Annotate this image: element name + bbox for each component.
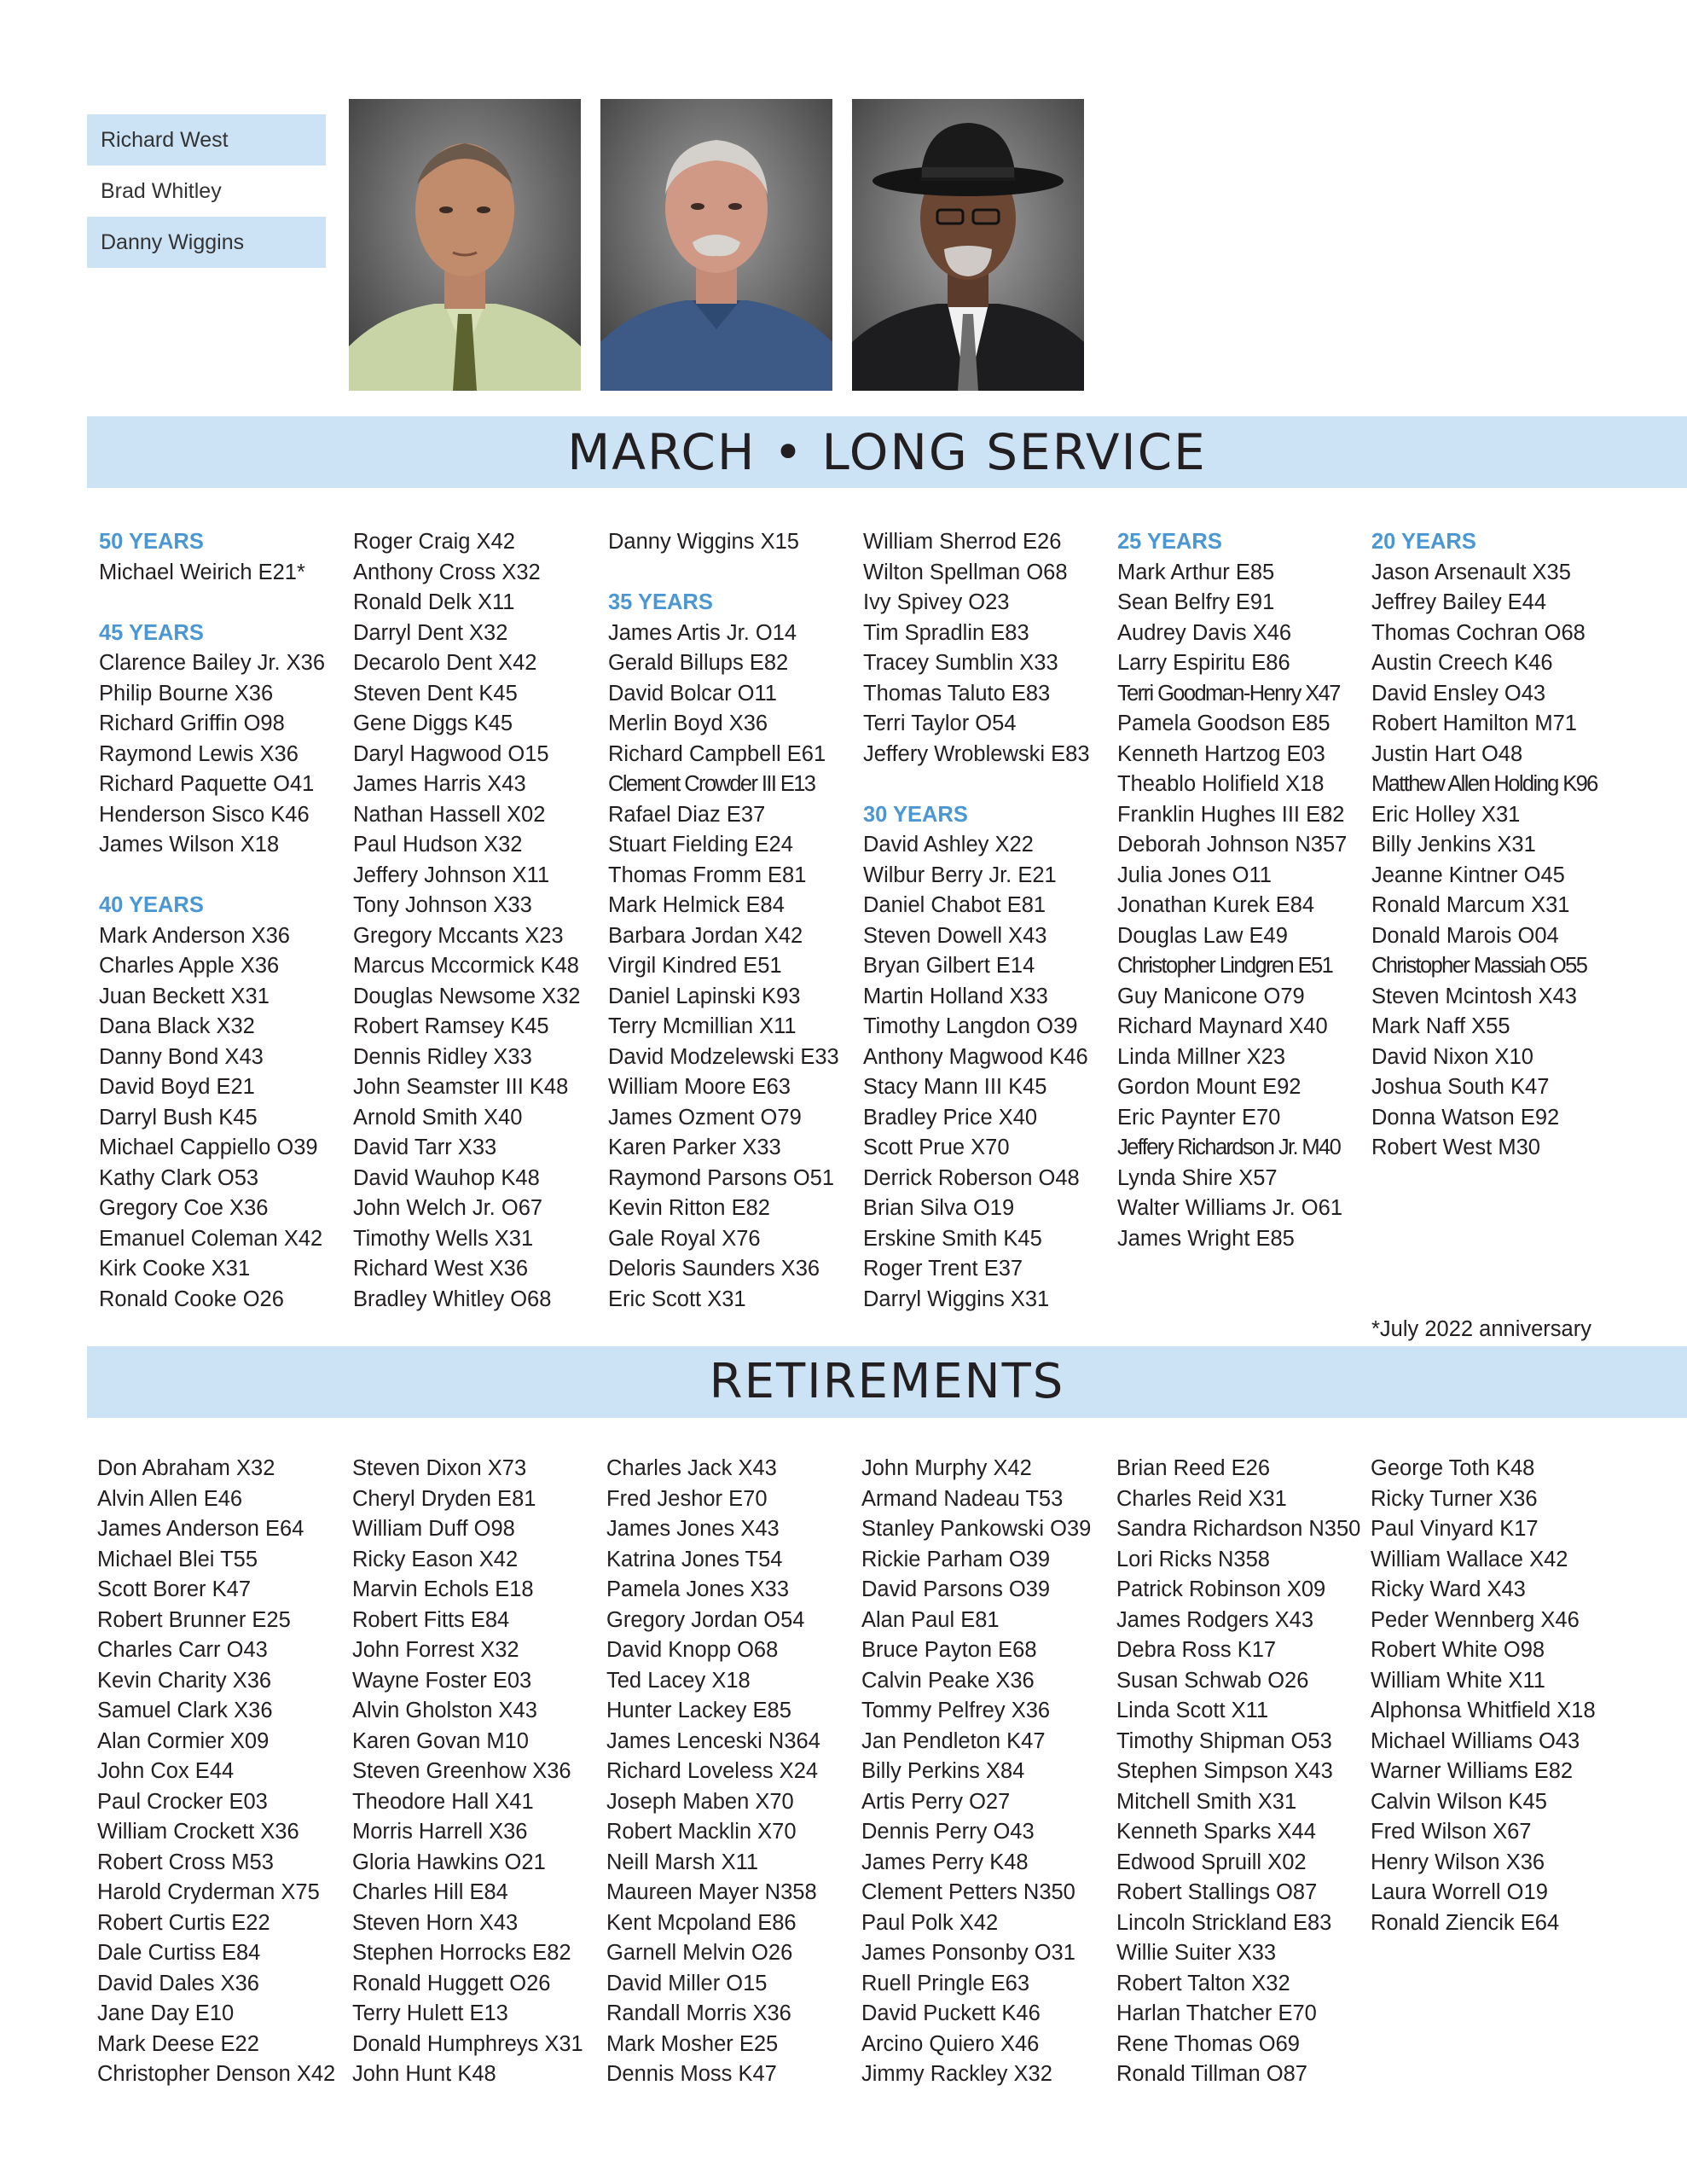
- honoree-name: Ronald Cooke O26: [99, 1287, 284, 1311]
- honoree-name: Wilton Spellman O68: [863, 560, 1068, 584]
- honoree-name: Michael Cappiello O39: [99, 1136, 318, 1159]
- honoree-name: Thomas Cochran O68: [1371, 620, 1586, 645]
- retiree-name: Michael Blei T55: [97, 1547, 258, 1571]
- honoree-name: Donna Watson E92: [1371, 1105, 1560, 1130]
- retiree-name: David Puckett K46: [861, 2001, 1041, 2025]
- honoree-name: Ronald Marcum X31: [1371, 893, 1570, 917]
- honoree-name: Kirk Cooke X31: [99, 1257, 251, 1281]
- honoree-name: Timothy Wells X31: [353, 1226, 534, 1251]
- honoree-name: Barbara Jordan X42: [608, 923, 803, 948]
- retiree-name: Karen Govan M10: [352, 1728, 529, 1753]
- retiree-name: Dennis Perry O43: [861, 1820, 1035, 1844]
- honoree-name: Larry Espiritu E86: [1117, 651, 1290, 675]
- retiree-name: Laura Worrell O19: [1371, 1880, 1548, 1904]
- photo-caption: Brad Whitley: [101, 179, 222, 203]
- honoree-name: Tim Spradlin E83: [863, 620, 1029, 645]
- retiree-name: Richard Loveless X24: [606, 1759, 819, 1783]
- honoree-name: Richard Campbell E61: [608, 741, 826, 766]
- honoree-name: Guy Manicone O79: [1117, 984, 1305, 1008]
- retiree-name: Henry Wilson X36: [1371, 1850, 1545, 1874]
- honoree-name: Darryl Bush K45: [99, 1105, 258, 1130]
- honoree-name: James Ozment O79: [608, 1105, 802, 1130]
- honoree-name: Billy Jenkins X31: [1371, 833, 1536, 857]
- honoree-name: Terry Mcmillian X11: [608, 1014, 797, 1038]
- honoree-name: Steven Dent K45: [353, 681, 518, 706]
- honoree-name: Clarence Bailey Jr. X36: [99, 651, 326, 675]
- honoree-name: Steven Dowell X43: [863, 923, 1047, 948]
- honoree-name: Daryl Hagwood O15: [353, 741, 549, 766]
- retiree-name: Patrick Robinson X09: [1116, 1577, 1326, 1601]
- honoree-name: Paul Hudson X32: [353, 833, 523, 857]
- retiree-name: Robert White O98: [1371, 1638, 1545, 1662]
- honoree-name: Mark Arthur E85: [1117, 560, 1275, 584]
- retiree-name: Timothy Shipman O53: [1116, 1728, 1332, 1753]
- honoree-name: Gregory Mccants X23: [353, 923, 564, 948]
- retiree-name: Ronald Huggett O26: [352, 1971, 551, 1995]
- retiree-name: Debra Ross K17: [1116, 1638, 1277, 1662]
- retiree-name: Katrina Jones T54: [606, 1547, 783, 1571]
- honoree-name: Decarolo Dent X42: [353, 651, 537, 675]
- retiree-name: Linda Scott X11: [1116, 1699, 1269, 1722]
- honoree-name: Thomas Fromm E81: [608, 863, 807, 887]
- retiree-name: Ronald Tillman O87: [1116, 2062, 1307, 2086]
- retiree-name: Mark Deese E22: [97, 2031, 259, 2056]
- honoree-name: Theablo Holifield X18: [1117, 772, 1325, 796]
- honoree-name: Douglas Law E49: [1117, 923, 1288, 948]
- retirements-column-1: [97, 1454, 346, 2090]
- retiree-name: Alvin Allen E46: [97, 1486, 243, 1511]
- retiree-name: William Duff O98: [352, 1517, 515, 1541]
- retiree-name: David Parsons O39: [861, 1577, 1051, 1601]
- honoree-name: Daniel Chabot E81: [863, 893, 1046, 917]
- retiree-name: John Cox E44: [97, 1759, 235, 1783]
- retiree-name: Robert Talton X32: [1116, 1971, 1290, 1995]
- honoree-name: James Wilson X18: [99, 833, 280, 857]
- honoree-name: Raymond Lewis X36: [99, 741, 299, 766]
- honoree-name: Danny Wiggins X15: [608, 530, 799, 554]
- honoree-name: David Ashley X22: [863, 833, 1034, 857]
- honoree-name: Derrick Roberson O48: [863, 1165, 1080, 1190]
- retiree-name: James Jones X43: [606, 1517, 780, 1541]
- retiree-name: Lincoln Strickland E83: [1116, 1910, 1332, 1935]
- honoree-name: Kevin Ritton E82: [608, 1196, 770, 1220]
- spacer: [1371, 1164, 1620, 1194]
- retiree-name: James Ponsonby O31: [861, 1941, 1075, 1965]
- honoree-name: Franklin Hughes III E82: [1117, 802, 1345, 827]
- spacer: [1371, 1254, 1620, 1285]
- retiree-name: James Lenceski N364: [606, 1728, 820, 1753]
- honoree-name: Pamela Goodson E85: [1117, 712, 1330, 735]
- retiree-name: Charles Jack X43: [606, 1456, 777, 1480]
- honoree-name: Linda Millner X23: [1117, 1044, 1286, 1069]
- retiree-name: Stephen Horrocks E82: [352, 1941, 571, 1965]
- retiree-name: Christopher Denson X42: [97, 2062, 336, 2086]
- honoree-name: Wilbur Berry Jr. E21: [863, 863, 1057, 887]
- retiree-name: Clement Petters N350: [861, 1880, 1075, 1904]
- honoree-name: David Modzelewski E33: [608, 1044, 839, 1069]
- retiree-name: Edwood Spruill X02: [1116, 1850, 1307, 1874]
- retirements-column-5: [1116, 1454, 1365, 2090]
- honoree-name: John Welch Jr. O67: [353, 1196, 543, 1220]
- honoree-name: Stacy Mann III K45: [863, 1075, 1047, 1099]
- long-service-column-2: [353, 527, 602, 1315]
- honoree-name: Richard Paquette O41: [99, 772, 315, 796]
- honoree-name: Richard Griffin O98: [99, 712, 285, 735]
- honoree-name: Clement Crowder III E13: [608, 772, 815, 796]
- honoree-name: Darryl Wiggins X31: [863, 1287, 1050, 1311]
- retiree-name: Robert Cross M53: [97, 1850, 274, 1874]
- retiree-name: Kenneth Sparks X44: [1116, 1820, 1316, 1844]
- retiree-name: Ted Lacey X18: [606, 1668, 751, 1693]
- honoree-name: Raymond Parsons O51: [608, 1165, 835, 1190]
- retiree-name: George Toth K48: [1371, 1456, 1535, 1480]
- retiree-name: Pamela Jones X33: [606, 1577, 790, 1601]
- honoree-name: Robert Ramsey K45: [353, 1014, 549, 1038]
- retiree-name: John Hunt K48: [352, 2062, 496, 2086]
- retiree-name: Ricky Turner X36: [1371, 1486, 1538, 1511]
- honoree-name: James Artis Jr. O14: [608, 620, 797, 645]
- honoree-name: Christopher Lindgren E51: [1117, 954, 1333, 978]
- retirements-heading-band: [87, 1346, 1687, 1418]
- years-heading: 40 YEARS: [99, 893, 204, 917]
- footnote: *July 2022 anniversary: [1371, 1317, 1591, 1341]
- retiree-name: William Wallace X42: [1371, 1547, 1568, 1571]
- honoree-name: James Wright E85: [1117, 1226, 1295, 1251]
- long-service-heading-band: [87, 416, 1687, 488]
- honoree-name: Eric Holley X31: [1371, 802, 1521, 827]
- honoree-name: Nathan Hassell X02: [353, 802, 546, 827]
- years-heading: 50 YEARS: [99, 530, 204, 554]
- years-heading: 25 YEARS: [1117, 530, 1222, 554]
- honoree-name: Rafael Diaz E37: [608, 802, 766, 827]
- retiree-name: Stanley Pankowski O39: [861, 1517, 1092, 1541]
- honoree-name: Eric Paynter E70: [1117, 1105, 1281, 1130]
- years-heading: 20 YEARS: [1371, 530, 1476, 554]
- honoree-name: Gale Royal X76: [608, 1226, 761, 1251]
- honoree-name: Bryan Gilbert E14: [863, 954, 1035, 978]
- honoree-name: Roger Craig X42: [353, 530, 515, 554]
- retiree-name: Alvin Gholston X43: [352, 1699, 537, 1722]
- honoree-name: Brian Silva O19: [863, 1196, 1015, 1220]
- retiree-name: Dale Curtiss E84: [97, 1941, 261, 1965]
- retiree-name: Don Abraham X32: [97, 1456, 275, 1480]
- honoree-name: David Nixon X10: [1371, 1044, 1533, 1069]
- retiree-name: Hunter Lackey E85: [606, 1699, 791, 1722]
- honoree-name: Bradley Price X40: [863, 1105, 1038, 1130]
- honoree-name: Deborah Johnson N357: [1117, 833, 1348, 857]
- honoree-name: Emanuel Coleman X42: [99, 1226, 323, 1251]
- retiree-name: Scott Borer K47: [97, 1577, 252, 1601]
- retiree-name: Maureen Mayer N358: [606, 1880, 817, 1904]
- retiree-name: Paul Vinyard K17: [1371, 1517, 1539, 1541]
- retiree-name: Lori Ricks N358: [1116, 1547, 1270, 1571]
- honoree-name: Erskine Smith K45: [863, 1226, 1042, 1251]
- retiree-name: Mitchell Smith X31: [1116, 1789, 1297, 1814]
- retiree-name: Warner Williams E82: [1371, 1759, 1574, 1783]
- retiree-name: James Perry K48: [861, 1850, 1029, 1874]
- honoree-name: Martin Holland X33: [863, 984, 1048, 1008]
- portrait-photo-danny-wiggins: [852, 99, 1084, 391]
- honoree-name: Sean Belfry E91: [1117, 590, 1275, 614]
- retiree-name: Dennis Moss K47: [606, 2062, 777, 2086]
- spacer: [1371, 1194, 1620, 1224]
- retiree-name: Charles Reid X31: [1116, 1486, 1287, 1511]
- retiree-name: Willie Suiter X33: [1116, 1941, 1277, 1965]
- retiree-name: Cheryl Dryden E81: [352, 1486, 536, 1511]
- honoree-name: Jeffery Johnson X11: [353, 863, 550, 887]
- retiree-name: John Forrest X32: [352, 1638, 519, 1662]
- photo-caption: Richard West: [87, 114, 326, 166]
- retiree-name: Ruell Pringle E63: [861, 1971, 1030, 1995]
- honoree-name: Joshua South K47: [1371, 1075, 1550, 1099]
- retiree-name: Ricky Eason X42: [352, 1547, 519, 1571]
- retiree-name: Samuel Clark X36: [97, 1699, 273, 1722]
- honoree-name: Dana Black X32: [99, 1014, 255, 1038]
- photo-caption: Danny Wiggins: [87, 217, 326, 268]
- retiree-name: Armand Nadeau T53: [861, 1486, 1064, 1511]
- honoree-name: Audrey Davis X46: [1117, 620, 1292, 645]
- honoree-name: David Bolcar O11: [608, 681, 777, 706]
- retiree-name: Alphonsa Whitfield X18: [1371, 1699, 1596, 1722]
- retiree-name: Jimmy Rackley X32: [861, 2062, 1052, 2086]
- long-service-column-6: [1371, 527, 1620, 1345]
- retiree-name: Wayne Foster E03: [352, 1668, 532, 1693]
- honoree-name: Steven Mcintosh X43: [1371, 984, 1577, 1008]
- retiree-name: Randall Morris X36: [606, 2001, 791, 2025]
- honoree-name: Walter Williams Jr. O61: [1117, 1196, 1343, 1220]
- honoree-name: Gene Diggs K45: [353, 712, 513, 735]
- retiree-name: Tommy Pelfrey X36: [861, 1699, 1051, 1722]
- retiree-name: Ronald Ziencik E64: [1371, 1910, 1560, 1935]
- retiree-name: Donald Humphreys X31: [352, 2031, 583, 2056]
- retiree-name: Sandra Richardson N350: [1116, 1517, 1361, 1541]
- retiree-name: Rene Thomas O69: [1116, 2031, 1300, 2056]
- retiree-name: Rickie Parham O39: [861, 1547, 1051, 1571]
- honoree-name: Bradley Whitley O68: [353, 1287, 552, 1311]
- retiree-name: Billy Perkins X84: [861, 1759, 1025, 1783]
- honoree-name: Marcus Mccormick K48: [353, 954, 579, 978]
- spacer: [863, 770, 1112, 800]
- honoree-name: William Sherrod E26: [863, 530, 1062, 554]
- retirements-column-2: [352, 1454, 601, 2090]
- honoree-name: Matthew Allen Holding K96: [1371, 772, 1597, 796]
- honoree-name: Christopher Massiah O55: [1371, 954, 1587, 978]
- retiree-name: Robert Stallings O87: [1116, 1880, 1318, 1904]
- long-service-column-1: [99, 527, 348, 1315]
- honoree-name: Lynda Shire X57: [1117, 1165, 1278, 1190]
- retiree-name: Kevin Charity X36: [97, 1668, 272, 1693]
- retiree-name: Kent Mcpoland E86: [606, 1910, 797, 1935]
- honoree-name: David Ensley O43: [1371, 681, 1546, 706]
- retiree-name: Calvin Peake X36: [861, 1668, 1035, 1693]
- honoree-name: Kenneth Hartzog E03: [1117, 741, 1325, 766]
- honoree-name: Anthony Cross X32: [353, 560, 541, 584]
- spacer: [99, 861, 348, 892]
- honoree-name: Richard Maynard X40: [1117, 1014, 1328, 1038]
- honoree-name: Roger Trent E37: [863, 1257, 1023, 1281]
- honoree-name: Merlin Boyd X36: [608, 712, 768, 735]
- years-heading: 45 YEARS: [99, 620, 204, 645]
- honoree-name: Donald Marois O04: [1371, 923, 1559, 948]
- retiree-name: Calvin Wilson K45: [1371, 1789, 1547, 1814]
- honoree-name: Jeanne Kintner O45: [1371, 863, 1565, 887]
- honoree-name: Mark Anderson X36: [99, 923, 290, 948]
- spacer: [608, 558, 857, 589]
- retiree-name: Mark Mosher E25: [606, 2031, 779, 2056]
- honoree-name: Richard West X36: [353, 1257, 529, 1281]
- honoree-name: Tony Johnson X33: [353, 893, 532, 917]
- honoree-name: Daniel Lapinski K93: [608, 984, 801, 1008]
- honoree-name: Dennis Ridley X33: [353, 1044, 532, 1069]
- retiree-name: Fred Wilson X67: [1371, 1820, 1532, 1844]
- retiree-name: Paul Polk X42: [861, 1910, 999, 1935]
- retiree-name: Terry Hulett E13: [352, 2001, 508, 2025]
- retiree-name: Neill Marsh X11: [606, 1850, 759, 1874]
- honoree-name: Danny Bond X43: [99, 1044, 264, 1069]
- honoree-name: Justin Hart O48: [1371, 741, 1523, 766]
- retiree-name: Paul Crocker E03: [97, 1789, 268, 1814]
- retiree-name: Harold Cryderman X75: [97, 1880, 320, 1904]
- retiree-name: James Anderson E64: [97, 1517, 304, 1541]
- retiree-name: Brian Reed E26: [1116, 1456, 1271, 1480]
- honoree-name: Jeffrey Bailey E44: [1371, 590, 1547, 614]
- retiree-name: Alan Paul E81: [861, 1607, 1000, 1632]
- retiree-name: Charles Carr O43: [97, 1638, 268, 1662]
- honoree-name: William Moore E63: [608, 1075, 791, 1099]
- retiree-name: Marvin Echols E18: [352, 1577, 534, 1601]
- honoree-name: Darryl Dent X32: [353, 620, 508, 645]
- honoree-name: Timothy Langdon O39: [863, 1014, 1078, 1038]
- honoree-name: Ronald Delk X11: [353, 590, 515, 614]
- honoree-name: Gordon Mount E92: [1117, 1075, 1301, 1099]
- honoree-name: David Wauhop K48: [353, 1165, 540, 1190]
- honoree-name: Terri Goodman-Henry X47: [1117, 681, 1340, 706]
- retiree-name: Steven Dixon X73: [352, 1456, 527, 1480]
- retiree-name: Jane Day E10: [97, 2001, 235, 2025]
- retiree-name: Theodore Hall X41: [352, 1789, 534, 1814]
- retiree-name: Fred Jeshor E70: [606, 1486, 768, 1511]
- honoree-name: Jeffery Wroblewski E83: [863, 741, 1090, 766]
- retiree-name: Ricky Ward X43: [1371, 1577, 1526, 1601]
- retiree-name: Garnell Melvin O26: [606, 1941, 793, 1965]
- honoree-name: James Harris X43: [353, 772, 526, 796]
- retiree-name: Susan Schwab O26: [1116, 1668, 1309, 1693]
- honoree-name: Mark Helmick E84: [608, 893, 785, 917]
- years-heading: 35 YEARS: [608, 590, 713, 614]
- retiree-name: Bruce Payton E68: [861, 1638, 1037, 1662]
- honoree-name: Stuart Fielding E24: [608, 833, 793, 857]
- retiree-name: William White X11: [1371, 1668, 1545, 1693]
- honoree-name: Jason Arsenault X35: [1371, 560, 1571, 584]
- retiree-name: Charles Hill E84: [352, 1880, 508, 1904]
- honoree-name: Robert West M30: [1371, 1136, 1540, 1159]
- honoree-name: Philip Bourne X36: [99, 681, 274, 706]
- retiree-name: Michael Williams O43: [1371, 1728, 1580, 1753]
- honoree-name: David Boyd E21: [99, 1075, 255, 1099]
- retiree-name: Artis Perry O27: [861, 1789, 1011, 1814]
- retirements-column-3: [606, 1454, 855, 2090]
- retiree-name: Jan Pendleton K47: [861, 1728, 1046, 1753]
- honoree-name: Kathy Clark O53: [99, 1165, 259, 1190]
- retiree-name: Robert Curtis E22: [97, 1910, 270, 1935]
- honoree-name: Charles Apple X36: [99, 954, 280, 978]
- long-service-column-5: [1117, 527, 1366, 1254]
- honoree-name: Karen Parker X33: [608, 1136, 781, 1159]
- retirements-title: RETIREMENTS: [709, 1354, 1065, 1409]
- retiree-name: David Miller O15: [606, 1971, 768, 1995]
- honoree-name: David Tarr X33: [353, 1136, 497, 1159]
- honoree-name: Jeffery Richardson Jr. M40: [1117, 1136, 1341, 1159]
- portrait-photo-brad-whitley: [600, 99, 832, 391]
- years-heading: 30 YEARS: [863, 802, 968, 827]
- honoree-name: Gregory Coe X36: [99, 1196, 269, 1220]
- retiree-name: Harlan Thatcher E70: [1116, 2001, 1317, 2025]
- honoree-name: Gerald Billups E82: [608, 651, 789, 675]
- retiree-name: John Murphy X42: [861, 1456, 1032, 1480]
- spacer: [99, 588, 348, 619]
- retiree-name: Arcino Quiero X46: [861, 2031, 1040, 2056]
- retiree-name: Steven Greenhow X36: [352, 1759, 571, 1783]
- honoree-name: Robert Hamilton M71: [1371, 712, 1577, 735]
- retiree-name: Robert Macklin X70: [606, 1820, 797, 1844]
- honoree-name: Eric Scott X31: [608, 1287, 746, 1311]
- honoree-name: Juan Beckett X31: [99, 984, 270, 1008]
- long-service-column-3: [608, 527, 857, 1315]
- retiree-name: Joseph Maben X70: [606, 1789, 794, 1814]
- honoree-name: Terri Taylor O54: [863, 712, 1017, 735]
- retiree-name: Robert Brunner E25: [97, 1607, 291, 1632]
- honoree-name: Virgil Kindred E51: [608, 954, 782, 978]
- retiree-name: David Knopp O68: [606, 1638, 779, 1662]
- retiree-name: David Dales X36: [97, 1971, 259, 1995]
- honoree-name: Mark Naff X55: [1371, 1014, 1510, 1038]
- photo-caption-list: [87, 114, 326, 268]
- honoree-name: Anthony Magwood K46: [863, 1044, 1088, 1069]
- long-service-title: MARCH • LONG SERVICE: [567, 423, 1207, 481]
- retiree-name: Peder Wennberg X46: [1371, 1607, 1580, 1632]
- honoree-name: Douglas Newsome X32: [353, 984, 581, 1008]
- long-service-column-4: [863, 527, 1112, 1315]
- retirements-column-6: [1371, 1454, 1620, 1938]
- honoree-name: Arnold Smith X40: [353, 1105, 523, 1130]
- honoree-name: Austin Creech K46: [1371, 651, 1553, 675]
- spacer: [1371, 1285, 1620, 1316]
- retiree-name: William Crockett X36: [97, 1820, 299, 1844]
- honoree-name: Deloris Saunders X36: [608, 1257, 820, 1281]
- retiree-name: Stephen Simpson X43: [1116, 1759, 1333, 1783]
- honoree-name: John Seamster III K48: [353, 1075, 569, 1099]
- honoree-name: Scott Prue X70: [863, 1136, 1010, 1159]
- retiree-name: James Rodgers X43: [1116, 1607, 1314, 1632]
- honoree-name: Ivy Spivey O23: [863, 590, 1010, 614]
- retiree-name: Gloria Hawkins O21: [352, 1850, 546, 1874]
- retiree-name: Steven Horn X43: [352, 1910, 519, 1935]
- retiree-name: Robert Fitts E84: [352, 1607, 510, 1632]
- honoree-name: Julia Jones O11: [1117, 863, 1272, 887]
- honoree-name: Henderson Sisco K46: [99, 802, 310, 827]
- honoree-name: Tracey Sumblin X33: [863, 651, 1058, 675]
- honoree-name: Michael Weirich E21*: [99, 560, 305, 584]
- retirements-column-4: [861, 1454, 1110, 2090]
- retiree-name: Alan Cormier X09: [97, 1728, 270, 1753]
- honoree-name: Jonathan Kurek E84: [1117, 893, 1315, 917]
- spacer: [1371, 1224, 1620, 1255]
- retiree-name: Morris Harrell X36: [352, 1820, 528, 1844]
- honoree-name: Thomas Taluto E83: [863, 681, 1051, 706]
- portrait-photo-richard-west: [349, 99, 581, 391]
- retiree-name: Gregory Jordan O54: [606, 1607, 805, 1632]
